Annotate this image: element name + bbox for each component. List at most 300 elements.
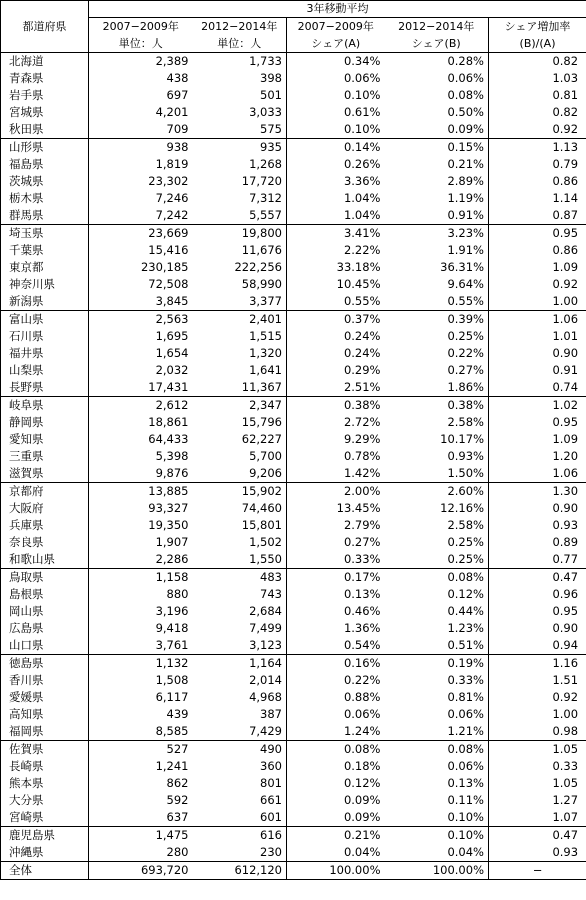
- table-row: [1, 655, 586, 673]
- col-header-count-2007: 2007−2009年: [89, 18, 193, 36]
- share-b: 0.04%: [447, 845, 484, 859]
- share-ratio: 1.51: [489, 672, 586, 689]
- count-2007-2009: 18,861: [89, 414, 193, 431]
- count-2007-2009: 3,845: [89, 293, 193, 311]
- share-b: 2.89%: [447, 174, 484, 188]
- share-a: 0.14%: [287, 139, 385, 157]
- prefecture-name: 香川県: [1, 672, 89, 689]
- count-2007-2009: 438: [89, 70, 193, 87]
- prefecture-name: 富山県: [1, 311, 89, 329]
- share-a: 2.22%: [287, 242, 385, 259]
- count-2012-2014: 1,164: [193, 655, 287, 673]
- share-a: 0.24%: [287, 345, 385, 362]
- table-row: [1, 53, 586, 71]
- share-ratio: 0.93: [489, 844, 586, 862]
- count-2012-2014: 19,800: [193, 225, 287, 243]
- prefecture-name: 宮崎県: [1, 809, 89, 827]
- share-ratio: 0.90: [489, 620, 586, 637]
- table-row: [1, 293, 586, 311]
- share-b: 0.13%: [447, 776, 484, 790]
- share-b: 0.50%: [447, 105, 484, 119]
- count-2012-2014: 230: [260, 845, 282, 859]
- prefecture-name: 高知県: [1, 706, 89, 723]
- table-row: [1, 586, 586, 603]
- count-2007-2009: 637: [89, 809, 193, 827]
- count-2012-2014: 490: [193, 741, 287, 759]
- prefecture-name: 山梨県: [1, 362, 89, 379]
- count-2012-2014: 2,401: [193, 311, 287, 329]
- count-2007-2009: 4,201: [89, 104, 193, 121]
- count-2007-2009: 2,612: [89, 397, 193, 415]
- prefecture-name: 群馬県: [1, 207, 89, 225]
- share-b: 0.10%: [447, 810, 484, 824]
- share-a: 0.10%: [287, 121, 385, 139]
- count-2007-2009: 15,416: [89, 242, 193, 259]
- share-b: 0.09%: [447, 122, 484, 136]
- share-ratio: 0.92: [489, 121, 586, 139]
- table-row: [1, 551, 586, 569]
- share-a: 0.29%: [287, 362, 385, 379]
- prefecture-name: 京都府: [1, 483, 89, 501]
- count-2007-2009: 862: [89, 775, 193, 792]
- prefecture-name: 宮城県: [1, 104, 89, 121]
- prefecture-name: 熊本県: [1, 775, 89, 792]
- share-b: 0.25%: [447, 329, 484, 343]
- share-ratio: 1.16: [489, 655, 586, 673]
- table-row: [1, 723, 586, 741]
- count-2012-2014: 1,268: [249, 157, 282, 171]
- share-b: 0.06%: [447, 707, 484, 721]
- count-2012-2014: 575: [260, 122, 282, 136]
- count-2007-2009: 1,907: [89, 534, 193, 551]
- share-ratio: 1.27: [489, 792, 586, 809]
- share-b: 0.11%: [447, 793, 484, 807]
- share-ratio: 0.92: [489, 689, 586, 706]
- count-2007-2009: 9,876: [89, 465, 193, 483]
- share-a: 0.34%: [287, 53, 385, 71]
- share-b: 0.06%: [447, 759, 484, 773]
- share-ratio: 1.00: [489, 706, 586, 723]
- count-2012-2014: 2,684: [249, 604, 282, 618]
- prefecture-name: 三重県: [1, 448, 89, 465]
- share-b: 2.58%: [447, 518, 484, 532]
- count-2012-2014: 5,557: [249, 208, 282, 222]
- share-a: 0.08%: [287, 741, 385, 759]
- share-a: 0.54%: [287, 637, 385, 655]
- share-b: 12.16%: [440, 501, 484, 515]
- share-b: 0.55%: [447, 294, 484, 308]
- count-2007-2009: 17,431: [89, 379, 193, 397]
- prefecture-name: 鳥取県: [1, 569, 89, 587]
- count-2012-2014: 1,550: [249, 552, 282, 566]
- share-b: 0.25%: [447, 552, 484, 566]
- share-ratio: 0.81: [489, 87, 586, 104]
- share-a: 0.12%: [287, 775, 385, 792]
- share-b: 0.21%: [447, 157, 484, 171]
- count-2012-2014: 11,676: [241, 243, 282, 257]
- share-a: 0.16%: [287, 655, 385, 673]
- count-2012-2014: 17,720: [241, 174, 282, 188]
- count-2007-2009: 3,196: [89, 603, 193, 620]
- prefecture-name: 岩手県: [1, 87, 89, 104]
- prefecture-name: 岡山県: [1, 603, 89, 620]
- share-a: 0.21%: [287, 827, 385, 845]
- count-2007-2009: 8,585: [89, 723, 193, 741]
- count-2012-2014: 15,796: [241, 415, 282, 429]
- count-2007-2009: 72,508: [89, 276, 193, 293]
- share-a: 9.29%: [287, 431, 385, 448]
- total-label: 全体: [1, 862, 89, 880]
- share-ratio: 0.74: [489, 379, 586, 397]
- share-a: 1.42%: [287, 465, 385, 483]
- share-ratio: 1.09: [489, 259, 586, 276]
- count-2012-2014: 743: [260, 587, 282, 601]
- count-2007-2009: 2,563: [89, 311, 193, 329]
- count-2012-2014: 2,014: [249, 673, 282, 687]
- count-2012-2014: 616: [193, 827, 287, 845]
- share-a: 0.18%: [287, 758, 385, 775]
- prefecture-name: 石川県: [1, 328, 89, 345]
- prefecture-name: 和歌山県: [1, 551, 89, 569]
- share-b: 0.08%: [447, 88, 484, 102]
- share-b: 1.19%: [447, 191, 484, 205]
- table-row: [1, 276, 586, 293]
- table-row: [1, 259, 586, 276]
- count-2007-2009: 592: [89, 792, 193, 809]
- header-corner: [1, 1, 89, 18]
- count-2007-2009: 13,885: [89, 483, 193, 501]
- table-row: [1, 758, 586, 775]
- share-a: 0.61%: [287, 104, 385, 121]
- share-a: 0.26%: [287, 156, 385, 173]
- share-ratio: 0.93: [489, 517, 586, 534]
- count-2012-2014: 935: [193, 139, 287, 157]
- share-b: 0.38%: [385, 397, 489, 415]
- prefecture-name: 静岡県: [1, 414, 89, 431]
- share-b: 2.60%: [385, 483, 489, 501]
- table-row: [1, 156, 586, 173]
- share-b: 0.08%: [385, 569, 489, 587]
- count-2007-2009: 1,654: [89, 345, 193, 362]
- share-a: 0.88%: [287, 689, 385, 706]
- total-share-b: 100.00%: [385, 862, 489, 880]
- table-row: [1, 448, 586, 465]
- total-ratio: −: [489, 862, 586, 880]
- table-row: [1, 620, 586, 637]
- share-ratio: 0.87: [489, 207, 586, 225]
- share-b: 0.10%: [385, 827, 489, 845]
- table-row: [1, 379, 586, 397]
- count-2012-2014: 222,256: [234, 260, 282, 274]
- share-b: 3.23%: [385, 225, 489, 243]
- prefecture-name: 東京都: [1, 259, 89, 276]
- table-row: [1, 87, 586, 104]
- share-ratio: 0.90: [489, 500, 586, 517]
- count-2012-2014: 74,460: [241, 501, 282, 515]
- total-row: [1, 862, 586, 880]
- share-b: 1.23%: [447, 621, 484, 635]
- share-b: 0.44%: [447, 604, 484, 618]
- table-row: [1, 637, 586, 655]
- prefecture-name: 滋賀県: [1, 465, 89, 483]
- share-a: 0.06%: [287, 706, 385, 723]
- share-b: 0.08%: [385, 741, 489, 759]
- share-a: 0.37%: [287, 311, 385, 329]
- count-2007-2009: 7,242: [89, 207, 193, 225]
- share-ratio: 1.03: [489, 70, 586, 87]
- share-ratio: 0.82: [489, 53, 586, 71]
- count-2012-2014: 7,499: [249, 621, 282, 635]
- table-row: [1, 70, 586, 87]
- share-ratio: 0.90: [489, 345, 586, 362]
- prefecture-name: 兵庫県: [1, 517, 89, 534]
- share-ratio: 0.86: [489, 173, 586, 190]
- table-row: [1, 517, 586, 534]
- share-a: 2.00%: [287, 483, 385, 501]
- prefecture-name: 島根県: [1, 586, 89, 603]
- table-row: [1, 689, 586, 706]
- share-ratio: 0.95: [489, 603, 586, 620]
- prefecture-name: 沖縄県: [1, 844, 89, 862]
- count-2007-2009: 527: [89, 741, 193, 759]
- table-row: [1, 465, 586, 483]
- count-2012-2014: 7,429: [249, 724, 282, 738]
- prefecture-name: 長崎県: [1, 758, 89, 775]
- count-2012-2014: 3,123: [249, 638, 282, 652]
- count-2012-2014: 3,033: [249, 105, 282, 119]
- count-2007-2009: 2,032: [89, 362, 193, 379]
- count-2012-2014: 801: [260, 776, 282, 790]
- share-b: 10.17%: [440, 432, 484, 446]
- count-2012-2014: 9,206: [249, 466, 282, 480]
- count-2007-2009: 709: [89, 121, 193, 139]
- count-2007-2009: 1,819: [89, 156, 193, 173]
- table-row: [1, 190, 586, 207]
- count-2007-2009: 93,327: [89, 500, 193, 517]
- prefecture-name: 埼玉県: [1, 225, 89, 243]
- prefecture-name: 大分県: [1, 792, 89, 809]
- prefecture-name: 徳島県: [1, 655, 89, 673]
- share-ratio: 1.02: [489, 397, 586, 415]
- count-2007-2009: 230,185: [89, 259, 193, 276]
- col-subheader-count-2007: 単位：人: [89, 35, 193, 53]
- count-2007-2009: 6,117: [89, 689, 193, 706]
- table-row: [1, 569, 586, 587]
- prefecture-name: 岐阜県: [1, 397, 89, 415]
- count-2007-2009: 1,241: [89, 758, 193, 775]
- share-a: 10.45%: [287, 276, 385, 293]
- share-ratio: 1.30: [489, 483, 586, 501]
- share-a: 0.09%: [287, 792, 385, 809]
- share-ratio: 1.05: [489, 741, 586, 759]
- count-2012-2014: 1,515: [249, 329, 282, 343]
- share-ratio: 1.14: [489, 190, 586, 207]
- prefecture-name: 長野県: [1, 379, 89, 397]
- count-2012-2014: 601: [260, 810, 282, 824]
- col-header-share-b: 2012−2014年: [398, 20, 475, 33]
- total-count-2012: 612,120: [193, 862, 287, 880]
- count-2007-2009: 280: [89, 844, 193, 862]
- share-a: 2.72%: [287, 414, 385, 431]
- share-ratio: 0.47: [489, 569, 586, 587]
- prefecture-name: 山口県: [1, 637, 89, 655]
- prefecture-name: 千葉県: [1, 242, 89, 259]
- count-2012-2014: 387: [260, 707, 282, 721]
- share-b: 1.21%: [447, 724, 484, 738]
- count-2012-2014: 661: [260, 793, 282, 807]
- table-row: [1, 844, 586, 862]
- table-row: [1, 792, 586, 809]
- share-a: 1.24%: [287, 723, 385, 741]
- count-2012-2014: 1,320: [249, 346, 282, 360]
- count-2007-2009: 439: [89, 706, 193, 723]
- share-ratio: 0.47: [489, 827, 586, 845]
- moving-average-group-title: 3年移動平均: [89, 1, 586, 18]
- col-subheader-count-2012: 単位：人: [193, 35, 287, 53]
- table-row: [1, 104, 586, 121]
- count-2007-2009: 1,508: [89, 672, 193, 689]
- table-row: [1, 672, 586, 689]
- table-row: [1, 173, 586, 190]
- count-2007-2009: 880: [89, 586, 193, 603]
- prefecture-name: 奈良県: [1, 534, 89, 551]
- share-a: 0.24%: [287, 328, 385, 345]
- col-subheader-share-a: シェア(A): [287, 35, 385, 53]
- share-a: 0.33%: [287, 551, 385, 569]
- share-a: 13.45%: [287, 500, 385, 517]
- prefecture-name: 茨城県: [1, 173, 89, 190]
- share-ratio: 1.13: [489, 139, 586, 157]
- share-ratio: 1.09: [489, 431, 586, 448]
- share-b: 0.28%: [447, 54, 484, 68]
- share-b: 9.64%: [447, 277, 484, 291]
- share-a: 0.27%: [287, 534, 385, 551]
- count-2012-2014: 2,347: [193, 397, 287, 415]
- count-2007-2009: 697: [89, 87, 193, 104]
- table-row: [1, 706, 586, 723]
- share-b: 0.51%: [447, 638, 484, 652]
- table-row: [1, 121, 586, 139]
- count-2007-2009: 2,286: [89, 551, 193, 569]
- share-a: 0.17%: [287, 569, 385, 587]
- share-ratio: 0.96: [489, 586, 586, 603]
- share-ratio: 1.20: [489, 448, 586, 465]
- share-ratio: 1.06: [489, 465, 586, 483]
- share-ratio: 0.94: [489, 637, 586, 655]
- share-ratio: 1.07: [489, 809, 586, 827]
- prefecture-name: 神奈川県: [1, 276, 89, 293]
- count-2007-2009: 1,475: [89, 827, 193, 845]
- prefecture-column-header: 都道府県: [1, 18, 89, 53]
- table-row: [1, 328, 586, 345]
- share-b: 0.93%: [447, 449, 484, 463]
- share-ratio: 0.95: [489, 414, 586, 431]
- share-a: 2.51%: [287, 379, 385, 397]
- share-a: 1.04%: [287, 190, 385, 207]
- prefecture-name: 山形県: [1, 139, 89, 157]
- share-a: 3.41%: [287, 225, 385, 243]
- count-2012-2014: 4,968: [249, 690, 282, 704]
- table-row: [1, 500, 586, 517]
- table-row: [1, 775, 586, 792]
- prefecture-name: 福島県: [1, 156, 89, 173]
- share-ratio: 1.01: [489, 328, 586, 345]
- count-2012-2014: 11,367: [241, 380, 282, 394]
- share-a: 0.04%: [287, 844, 385, 862]
- count-2007-2009: 23,302: [89, 173, 193, 190]
- col-header-ratio: シェア増加率: [489, 18, 586, 36]
- table-row: [1, 242, 586, 259]
- share-b: 0.15%: [385, 139, 489, 157]
- share-a: 0.55%: [287, 293, 385, 311]
- prefecture-name: 愛知県: [1, 431, 89, 448]
- table-row: [1, 431, 586, 448]
- table-row: [1, 414, 586, 431]
- count-2007-2009: 9,418: [89, 620, 193, 637]
- share-ratio: 1.06: [489, 311, 586, 329]
- share-a: 0.46%: [287, 603, 385, 620]
- share-a: 0.78%: [287, 448, 385, 465]
- share-ratio: 0.86: [489, 242, 586, 259]
- count-2012-2014: 1,641: [249, 363, 282, 377]
- count-2012-2014: 15,801: [241, 518, 282, 532]
- table-row: [1, 397, 586, 415]
- prefecture-name: 大阪府: [1, 500, 89, 517]
- count-2007-2009: 23,669: [89, 225, 193, 243]
- share-a: 3.36%: [287, 173, 385, 190]
- share-a: 0.10%: [287, 87, 385, 104]
- share-b: 0.81%: [447, 690, 484, 704]
- table-row: [1, 483, 586, 501]
- count-2012-2014: 7,312: [249, 191, 282, 205]
- count-2012-2014: 15,902: [193, 483, 287, 501]
- table-row: [1, 362, 586, 379]
- table-row: [1, 534, 586, 551]
- total-share-a: 100.00%: [287, 862, 385, 880]
- count-2012-2014: 483: [193, 569, 287, 587]
- col-header-share-a: 2007−2009年: [287, 18, 385, 36]
- count-2007-2009: 1,158: [89, 569, 193, 587]
- count-2007-2009: 938: [89, 139, 193, 157]
- col-header-count-2012: 2012−2014年: [201, 20, 278, 33]
- share-b: 0.22%: [447, 346, 484, 360]
- share-b: 1.86%: [447, 380, 484, 394]
- prefecture-name: 栃木県: [1, 190, 89, 207]
- share-a: 0.06%: [287, 70, 385, 87]
- count-2012-2014: 360: [260, 759, 282, 773]
- count-2007-2009: 1,695: [89, 328, 193, 345]
- table-row: [1, 311, 586, 329]
- share-b: 0.12%: [447, 587, 484, 601]
- share-a: 0.09%: [287, 809, 385, 827]
- share-ratio: 0.82: [489, 104, 586, 121]
- share-a: 1.04%: [287, 207, 385, 225]
- share-a: 0.38%: [287, 397, 385, 415]
- share-ratio: 0.79: [489, 156, 586, 173]
- prefecture-name: 福岡県: [1, 723, 89, 741]
- prefecture-name: 佐賀県: [1, 741, 89, 759]
- count-2012-2014: 398: [260, 71, 282, 85]
- share-ratio: 1.00: [489, 293, 586, 311]
- prefecture-name: 北海道: [1, 53, 89, 71]
- share-b: 0.19%: [385, 655, 489, 673]
- col-subheader-share-b: シェア(B): [385, 35, 489, 53]
- count-2012-2014: 501: [260, 88, 282, 102]
- prefecture-name: 福井県: [1, 345, 89, 362]
- count-2012-2014: 3,377: [249, 294, 282, 308]
- share-a: 2.79%: [287, 517, 385, 534]
- count-2012-2014: 58,990: [241, 277, 282, 291]
